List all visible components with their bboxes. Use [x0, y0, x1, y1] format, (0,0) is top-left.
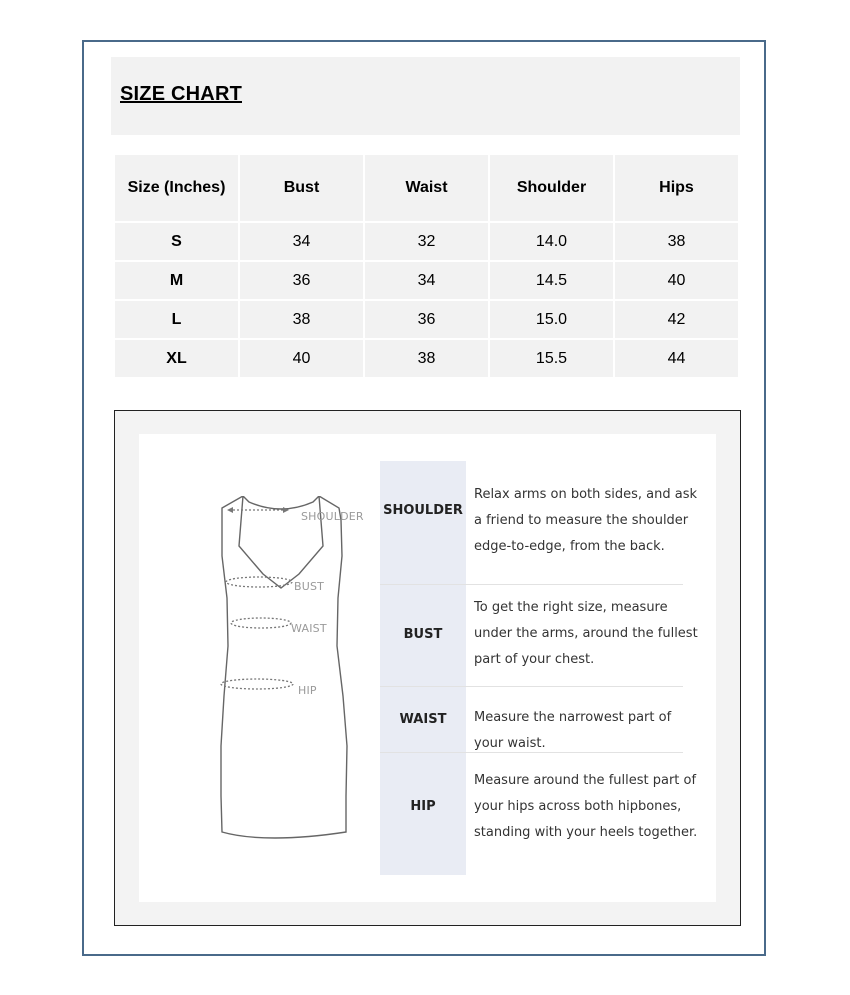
bust-cell: 38: [240, 301, 363, 338]
guide-text-waist: Measure the narrowest part of your waist.: [474, 710, 672, 751]
shoulder-cell: 15.5: [490, 340, 613, 377]
figure-label-bust: BUST: [294, 580, 325, 593]
figure-label-waist: WAIST: [291, 622, 327, 635]
size-table: [113, 153, 740, 379]
guide-label-waist: WAIST: [399, 712, 447, 727]
shoulder-cell: 14.0: [490, 223, 613, 260]
guide-text-bust: To get the right size, measure under the arms, around the fullest part of your chest.: [474, 600, 698, 667]
waist-cell: 38: [365, 340, 488, 377]
bust-cell: 34: [240, 223, 363, 260]
figure-label-hip: HIP: [298, 684, 317, 697]
column-header: Size (Inches): [115, 155, 238, 221]
column-header: Hips: [615, 155, 738, 221]
guide-text-hip: Measure around the fullest part of your hips across both hipbones, standing with your heels together.: [474, 773, 698, 840]
shoulder-cell: 14.5: [490, 262, 613, 299]
page-title: SIZE CHART: [120, 83, 242, 105]
waist-cell: 34: [365, 262, 488, 299]
hips-cell: 44: [615, 340, 738, 377]
bust-cell: 36: [240, 262, 363, 299]
size-cell: S: [115, 223, 238, 260]
size-cell: M: [115, 262, 238, 299]
size-cell: L: [115, 301, 238, 338]
guide-label-bust: BUST: [403, 627, 443, 642]
table-header-row: [115, 155, 738, 221]
column-header: Shoulder: [490, 155, 613, 221]
size-cell: XL: [115, 340, 238, 377]
measurement-guide-panel: [139, 434, 716, 902]
table-row: [115, 340, 738, 377]
title-bar: [111, 57, 740, 135]
hips-cell: 38: [615, 223, 738, 260]
guide-text-shoulder: Relax arms on both sides, and ask a friend to measure the shoulder edge-to-edge, from the back.: [474, 487, 698, 554]
hips-cell: 40: [615, 262, 738, 299]
table-row: [115, 262, 738, 299]
divider: [380, 584, 683, 585]
bust-cell: 40: [240, 340, 363, 377]
measurement-guide: [114, 410, 741, 926]
table-row: [115, 223, 738, 260]
column-header: Waist: [365, 155, 488, 221]
dress-outline-illustration: [209, 496, 379, 841]
guide-label-hip: HIP: [410, 799, 436, 814]
waist-cell: 36: [365, 301, 488, 338]
figure-label-shoulder: SHOULDER: [301, 510, 364, 523]
column-header: Bust: [240, 155, 363, 221]
divider: [380, 686, 683, 687]
hips-cell: 42: [615, 301, 738, 338]
table-row: [115, 301, 738, 338]
guide-label-shoulder: SHOULDER: [383, 503, 463, 518]
waist-cell: 32: [365, 223, 488, 260]
shoulder-cell: 15.0: [490, 301, 613, 338]
